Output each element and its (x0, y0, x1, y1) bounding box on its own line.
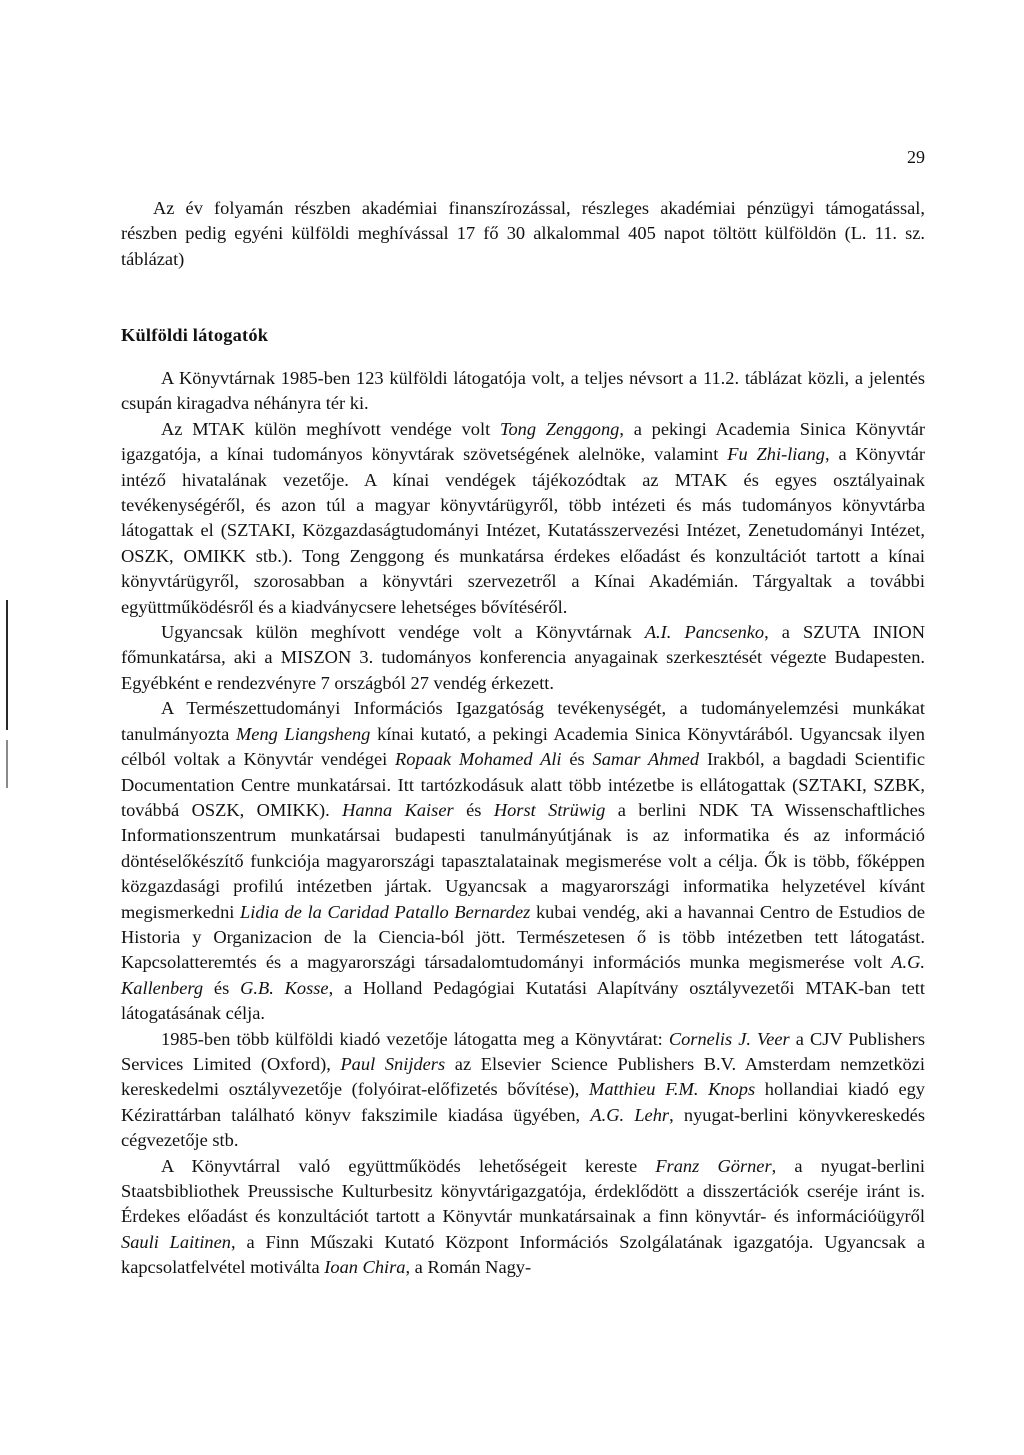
person-name: Franz Görner (655, 1155, 772, 1176)
person-name: Ioan Chira (324, 1257, 406, 1278)
body-paragraph (121, 1154, 925, 1281)
text-run: A Könyvtárnak 1985-ben 123 külföldi látogatója volt, a teljes névsort a 11.2. táblázat közli, a jelentés csupán kiragadva néhányra tér ki. (121, 368, 925, 414)
text-run: hollandiai kiadó egy Kézirattárban található könyv fakszimile kiadása ügyében, (121, 1079, 926, 1125)
person-name: Ropaak Mohamed Ali (395, 749, 562, 770)
text-run: kubai vendég, aki a havannai Centro de Estudios de Historia y Organizacion de la Ciencia-ból jött. Természetesen ő is több intézetben tett látogatást. Kapcsolatteremtés és a magyarországi társadalomtudományi információs munka megismerése volt (121, 901, 925, 973)
text-run: A Könyvtárral való együttműködés lehetőségeit kereste (161, 1155, 656, 1176)
text-run: A Természettudományi Információs Igazgatóság tevékenységét, a tudományelemzési munkákat tanulmányozta (121, 698, 925, 744)
person-name: Cornelis J. Veer (668, 1028, 790, 1049)
person-name: Meng Liangsheng (235, 723, 371, 744)
text-run: , a Román Nagy- (405, 1257, 532, 1278)
section-body (121, 366, 925, 1281)
text-run: és (203, 977, 241, 998)
margin-scan-mark (6, 740, 8, 788)
text-run: és (561, 749, 593, 770)
person-name: Sauli Laitinen (121, 1231, 231, 1252)
text-run: , nyugat-berlini könyvkereskedés cégvezetője stb. (121, 1104, 925, 1151)
text-run: , a Könyvtár intéző hivatalának vezetője. A kínai vendégek tájékozódtak az MTAK és egyes osztályainak tevékenységéről, és azon túl a magyar könyvtárügyről, több intézeti és más tudományos könyvtárba látogattak el (SZTAKI, Közgazdaságtudományi Intézet, Kutatásszervezési Intézet, Zenetudományi Intézet, OSZK, OMIKK stb.). Tong Zenggong és munkatársa érdekes előadást és konzultációt tartott a kínai könyvtárügyről, szorosabban a könyvtári szervezetről a Kínai Akadémián. Tárgyaltak a további együttműködésről és a kiadványcsere lehetséges bővítéséről. (121, 444, 925, 617)
body-paragraph (121, 1027, 925, 1154)
person-name: A.G. Kallenberg (121, 952, 925, 998)
body-paragraph (121, 620, 925, 696)
text-run: , a Holland Pedagógiai Kutatási Alapítvány osztályvezetői MTAK-ban tett látogatásának célja. (121, 977, 926, 1024)
text-run: Az MTAK külön meghívott vendége volt (161, 418, 500, 439)
text-run: a CJV Publishers Services Limited (Oxford), (121, 1028, 925, 1074)
person-name: Paul Snijders (340, 1053, 446, 1074)
person-name: G.B. Kosse (240, 977, 329, 998)
text-run: , a nyugat-berlini Staatsbibliothek Preussische Kulturbesitz könyvtárigazgatója, érdeklődött a disszertációk cseréje iránt is. Érdekes előadást és konzultációt tartott a Könyvtár munkatársainak a finn könyvtár- és információügyről (121, 1155, 925, 1227)
text-run: a berlini NDK TA Wissenschaftliches Informationszentrum munkatársai budapesti tanulmányútjának is az informatika és az információ döntéselőkészítő funkciója magyarországi tapasztalatainak megismerése volt a célja. Ők is több, főképpen közgazdasági profilú intézetben jártak. Ugyancsak a magyarországi informatika helyzetével kívánt megismerkedni (121, 799, 926, 922)
intro-block (121, 196, 925, 272)
text-run: kínai kutató, a pekingi Academia Sinica Könyvtárából. Ugyancsak ilyen célból voltak a Könyvtár vendégei (121, 723, 925, 770)
person-name: Hanna Kaiser (342, 799, 454, 820)
text-run: , a pekingi Academia Sinica Könyvtár igazgatója, a kínai tudományos könyvtárak szövetségének alelnöke, valamint (121, 418, 925, 465)
body-paragraph (121, 696, 925, 1026)
margin-scan-mark (6, 600, 8, 730)
person-name: A.I. Pancsenko (644, 622, 765, 643)
person-name: Tong Zenggong (499, 418, 620, 439)
text-run: , a Finn Műszaki Kutató Központ Információs Szolgálatának igazgatója. Ugyancsak a kapcsolatfelvétel motiválta (121, 1231, 925, 1278)
text-run: 1985-ben több külföldi kiadó vezetője látogatta meg a Könyvtárat: (161, 1028, 669, 1049)
person-name: Matthieu F.M. Knops (589, 1079, 756, 1100)
text-run: , a SZUTA INION főmunkatársa, aki a MISZON 3. tudományos konferencia anyagainak szerkesztését végezte Budapesten. Egyébként e rendezvényre 7 országból 27 vendég érkezett. (121, 622, 925, 693)
text-run: és (453, 799, 494, 820)
text-run: Ugyancsak külön meghívott vendége volt a Könyvtárnak (161, 622, 645, 643)
body-paragraph (121, 417, 925, 620)
text-run: az Elsevier Science Publishers B.V. Amsterdam nemzetközi kereskedelmi osztályvezetője (folyóirat-előfizetés bővítése), (121, 1053, 925, 1100)
person-name: Lidia de la Caridad Patallo Bernardez (240, 901, 531, 922)
person-name: A.G. Lehr (590, 1104, 670, 1125)
person-name: Horst Strüwig (493, 799, 606, 820)
person-name: Fu Zhi-liang (727, 444, 826, 465)
page-number: 29 (907, 147, 925, 167)
body-paragraph (121, 366, 925, 417)
intro-paragraph: Az év folyamán részben akadémiai finanszírozással, részleges akadémiai pénzügyi támogatással, részben pedig egyéni külföldi meghívással 17 fő 30 alkalommal 405 napot töltött külföldön (L. 11. sz. táblázat) (121, 198, 925, 269)
person-name: Samar Ahmed (592, 749, 700, 770)
section-heading: Külföldi látogatók (121, 325, 269, 345)
text-run: Irakból, a bagdadi Scientific Documentation Centre munkatársai. Itt tartózkodásuk alatt több intézetbe is ellátogattak (SZTAKI, SZBK, továbbá OSZK, OMIKK). (121, 749, 925, 820)
